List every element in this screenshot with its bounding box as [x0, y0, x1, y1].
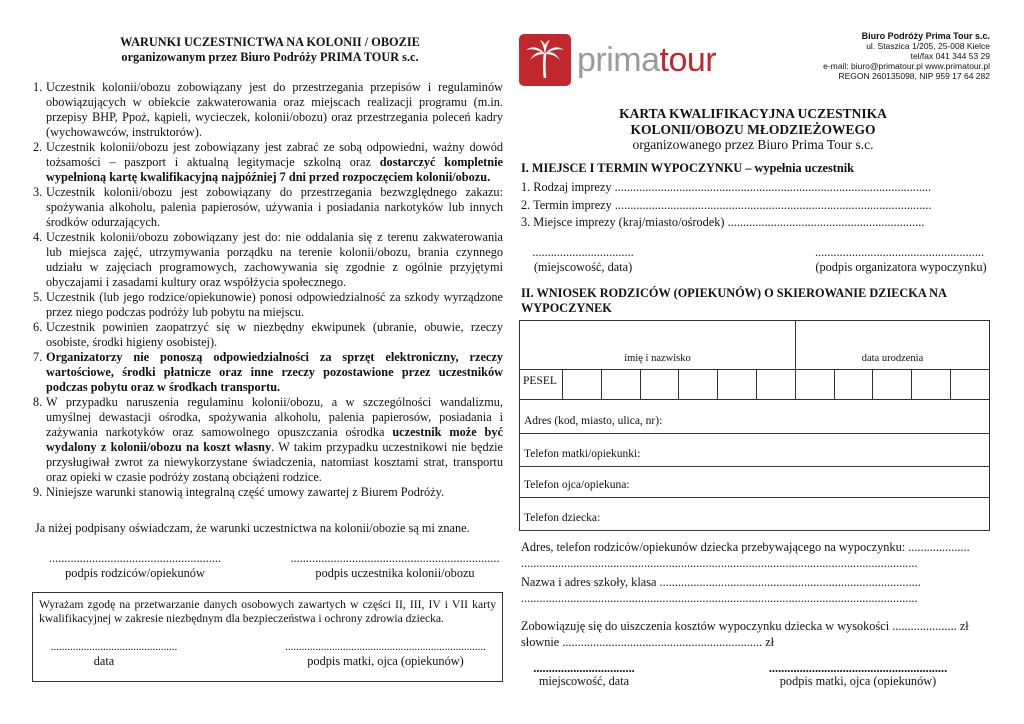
rule-number: 3.	[33, 185, 43, 199]
sig-dots-right: ....................................................................	[290, 551, 500, 565]
parents-address-line[interactable]: Adres, telefon rodziców/opiekunów dziecka przebywającego na wypoczynku: ....................	[521, 540, 970, 554]
pesel-digit-box[interactable]	[834, 370, 873, 399]
rules-title	[60, 35, 480, 65]
rule-text: Organizatorzy nie ponoszą odpowiedzialności za sprzęt elektroniczny, rzeczy wartościowe, środki płatnicze oraz inne rzeczy pozostawione przez uczestników podczas pobytu oraz w środkach transportu.	[46, 350, 503, 394]
palm-logo-icon	[519, 34, 571, 86]
mother-phone-row[interactable]	[520, 434, 989, 467]
consent-dots-left: ..............................................	[50, 641, 178, 653]
address-label: Adres (kod, miasto, ulica, nr):	[524, 415, 663, 427]
rule-text: Uczestnik (lub jego rodzice/opiekunowie) ponosi odpowiedzialność za szkody wyrządzone przez niego podczas podróży lub pobytu na miejscu.	[46, 290, 503, 319]
s2-dots-left: .................................	[533, 661, 635, 675]
section2-title-line1: II. WNIOSEK RODZICÓW (OPIEKUNÓW) O SKIEROWANIE DZIECKA NA	[521, 286, 947, 300]
company-email-www: e-mail: biuro@primatour.pl www.primatour.pl	[823, 61, 990, 71]
father-phone-label: Telefon ojca/opiekuna:	[524, 479, 630, 491]
mother-phone-label: Telefon matki/opiekunki:	[524, 448, 641, 460]
declaration-text: Ja niżej podpisany oświadczam, że warunki uczestnictwa na kolonii/obozie są mi znane.	[35, 521, 470, 535]
field-event-place[interactable]: 3. Miejsce imprezy (kraj/miasto/ośrodek) ................................................................	[521, 215, 925, 229]
pesel-label: PESEL	[523, 375, 557, 387]
consent-label-date: data	[93, 654, 115, 668]
pesel-digit-box[interactable]	[717, 370, 756, 399]
rule-item	[33, 185, 503, 230]
rule-number: 5.	[33, 290, 43, 304]
rule-text: Uczestnik powinien zaopatrzyć się w niezbędny ekwipunek (ubranie, obuwie, rzeczy osobiste, środki higieny osobistej).	[46, 320, 503, 349]
costs-line[interactable]: Zobowiązuję się do uiszczenia kosztów wypoczynku dziecka w wysokości ..................... zł	[521, 619, 969, 633]
company-regon-nip: REGON 260135098, NIP 959 17 64 282	[838, 71, 990, 81]
section2-lines	[521, 540, 991, 651]
section1-fields	[521, 179, 991, 232]
s2-label-place-date: miejscowość, data	[538, 674, 630, 688]
costs-words-line[interactable]: słownie ................................................................. zł	[521, 635, 775, 649]
rule-item	[33, 395, 503, 485]
section1-title: I. MIEJSCE I TERMIN WYPOCZYNKU – wypełnia uczestnik	[521, 161, 854, 175]
rule-text: Uczestnik kolonii/obozu zobowiązany jest do: nie oddalania się z terenu zakwaterowania lub miejsca zajęć, utrzymywania porządku na terenie kolonii/obozu, brania czynnego udziału w zajęciach programowych, zachowywania się zgodnie z ogólnie przyjętymi obyczajami i zasadami kultury oraz współżycia społecznego.	[46, 230, 503, 289]
name-cell[interactable]	[520, 321, 796, 370]
child-phone-label: Telefon dziecka:	[524, 512, 601, 524]
father-phone-row[interactable]	[520, 467, 989, 498]
logo-word-tour: tour	[659, 41, 717, 79]
school-line-cont[interactable]: .................................................................................................................................	[521, 591, 918, 605]
sig-label-parents: podpis rodziców/opiekunów	[65, 566, 205, 580]
pesel-digit-box[interactable]	[640, 370, 679, 399]
company-phone: tel/fax 041 344 53 29	[910, 51, 990, 61]
pesel-digit-box[interactable]	[911, 370, 950, 399]
rule-item	[33, 230, 503, 290]
name-label: imię i nazwisko	[624, 353, 691, 364]
rule-item	[33, 290, 503, 320]
card-title	[518, 106, 988, 153]
rule-number: 4.	[33, 230, 43, 244]
sig-label-participant: podpis uczestnika kolonii/obozu	[315, 566, 475, 580]
pesel-digit-box[interactable]	[756, 370, 795, 399]
address-row[interactable]	[520, 400, 989, 434]
pesel-digit-box[interactable]	[795, 370, 834, 399]
rule-text: Uczestnik kolonii/obozu jest zobowiązany do przestrzegania bezwzględnego zakazu: spożywania alkoholu, palenia papierosów, używania i posiadania narkotyków lub innych środków odurzających.	[46, 185, 503, 229]
child-phone-row[interactable]	[520, 498, 989, 530]
s1-label-organizer-signature: (podpis organizatora wypoczynku)	[815, 260, 987, 274]
rule-item	[33, 80, 503, 140]
rule-text: W przypadku naruszenia regulaminu kolonii/obozu, a w szczególności wandalizmu, umyślnej dewastacji ośrodka, spożywania alkoholu, palenia papierosów, posiadania i zażywania narkotyków oraz samowolnego opuszczania ośrodka uczestnik może być wydalony z kolonii/obozu na koszt własny. W takim przypadku uczestnikowi nie będzie przysługiwał zwrot za niewykorzystane świadczenia, natomiast kosztami strat, transportu oraz opieki w czasie podróży zostaną obciążeni rodzice.	[46, 395, 503, 484]
consent-dots-right: .........................................................................	[285, 641, 486, 653]
dob-label: data urodzenia	[861, 353, 924, 364]
rule-number: 9.	[33, 485, 43, 499]
pesel-row	[520, 370, 989, 400]
pesel-digit-box[interactable]	[562, 370, 601, 399]
rule-text: Uczestnik kolonii/obozu jest zobowiązany jest zabrać ze sobą odpowiedni, ważny dowód tożsamości – paszport i aktualną legitymacje szkolną oraz dostarczyć kompletnie wypełnioną kartę kwalifikacyjną najpóźniej 7 dni przed rozpoczęciem kolonii/obozu.	[46, 140, 503, 184]
company-info	[760, 31, 990, 81]
rules-title-line1: WARUNKI UCZESTNICTWA NA KOLONII / OBOZIE	[120, 35, 420, 49]
pesel-digit-box[interactable]	[950, 370, 989, 399]
rule-item	[33, 140, 503, 185]
s1-dots-left: .................................	[532, 245, 634, 259]
card-title-line2: KOLONII/OBOZU MŁODZIEŻOWEGO	[630, 121, 876, 137]
consent-text: Wyrażam zgodę na przetwarzanie danych osobowych zawartych w części II, III, IV i VII karty kwalifikacyjnej w zakresie niezbędnym dla bezpieczeństwa i ochrony zdrowia dziecka.	[39, 598, 496, 625]
dob-cell[interactable]	[796, 321, 989, 370]
parents-address-line-cont[interactable]: .................................................................................................................................	[521, 556, 918, 570]
rule-text: Uczestnik kolonii/obozu zobowiązany jest do przestrzegania przepisów i regulaminów obowiązujących w obiekcie zakwaterowania oraz miejscach realizacji programu (m.in. przepisy BHP, Ppoż, kąpieli, wycieczek, kolonii/obozu) oraz przestrzegania poleceń kadry (wychowawców, instruktorów).	[46, 80, 503, 139]
company-name: Biuro Podróży Prima Tour s.c.	[861, 31, 990, 41]
rule-number: 6.	[33, 320, 43, 334]
school-line[interactable]: Nazwa i adres szkoły, klasa .....................................................................................	[521, 575, 921, 589]
card-title-line3: organizowanego przez Biuro Prima Tour s.c.	[632, 137, 874, 152]
s1-dots-right: .......................................................	[814, 245, 985, 259]
s2-label-parent-signature: podpis matki, ojca (opiekunów)	[779, 674, 937, 688]
field-event-type[interactable]: 1. Rodzaj imprezy .......................................................................................................	[521, 180, 932, 194]
rule-number: 1.	[33, 80, 43, 94]
pesel-digit-box[interactable]	[872, 370, 911, 399]
company-address: ul. Staszica 1/205, 25-008 Kielce	[866, 41, 990, 51]
rule-number: 2.	[33, 140, 43, 154]
logo-word-prima: prima	[577, 41, 660, 79]
card-title-line1: KARTA KWALIFIKACYJNA UCZESTNIKA	[619, 106, 887, 121]
rule-number: 8.	[33, 395, 43, 409]
pesel-digit-box[interactable]	[601, 370, 640, 399]
primatour-logo	[519, 34, 769, 86]
s2-dots-right: ..........................................................	[768, 661, 948, 675]
field-event-dates[interactable]: 2. Termin imprezy .......................................................................................................	[521, 197, 932, 212]
section2-title	[521, 286, 991, 316]
consent-box	[32, 592, 503, 682]
rules-title-line2: organizowanym przez Biuro Podróży PRIMA TOUR s.c.	[121, 50, 419, 64]
rules-list	[33, 80, 503, 500]
rule-item	[33, 320, 503, 350]
rule-text: Niniejsze warunki stanowią integralną część umowy zawartej z Biurem Podróży.	[46, 485, 445, 499]
s1-label-place-date: (miejscowość, data)	[533, 260, 633, 274]
participant-table	[519, 320, 990, 531]
pesel-digit-box[interactable]	[678, 370, 717, 399]
rule-number: 7.	[33, 350, 43, 364]
rule-item	[33, 350, 503, 395]
sig-dots-left: ........................................................	[48, 551, 222, 565]
section2-title-line2: WYPOCZYNEK	[521, 301, 612, 315]
rule-item	[33, 485, 503, 500]
consent-label-signature: podpis matki, ojca (opiekunów)	[307, 654, 464, 668]
